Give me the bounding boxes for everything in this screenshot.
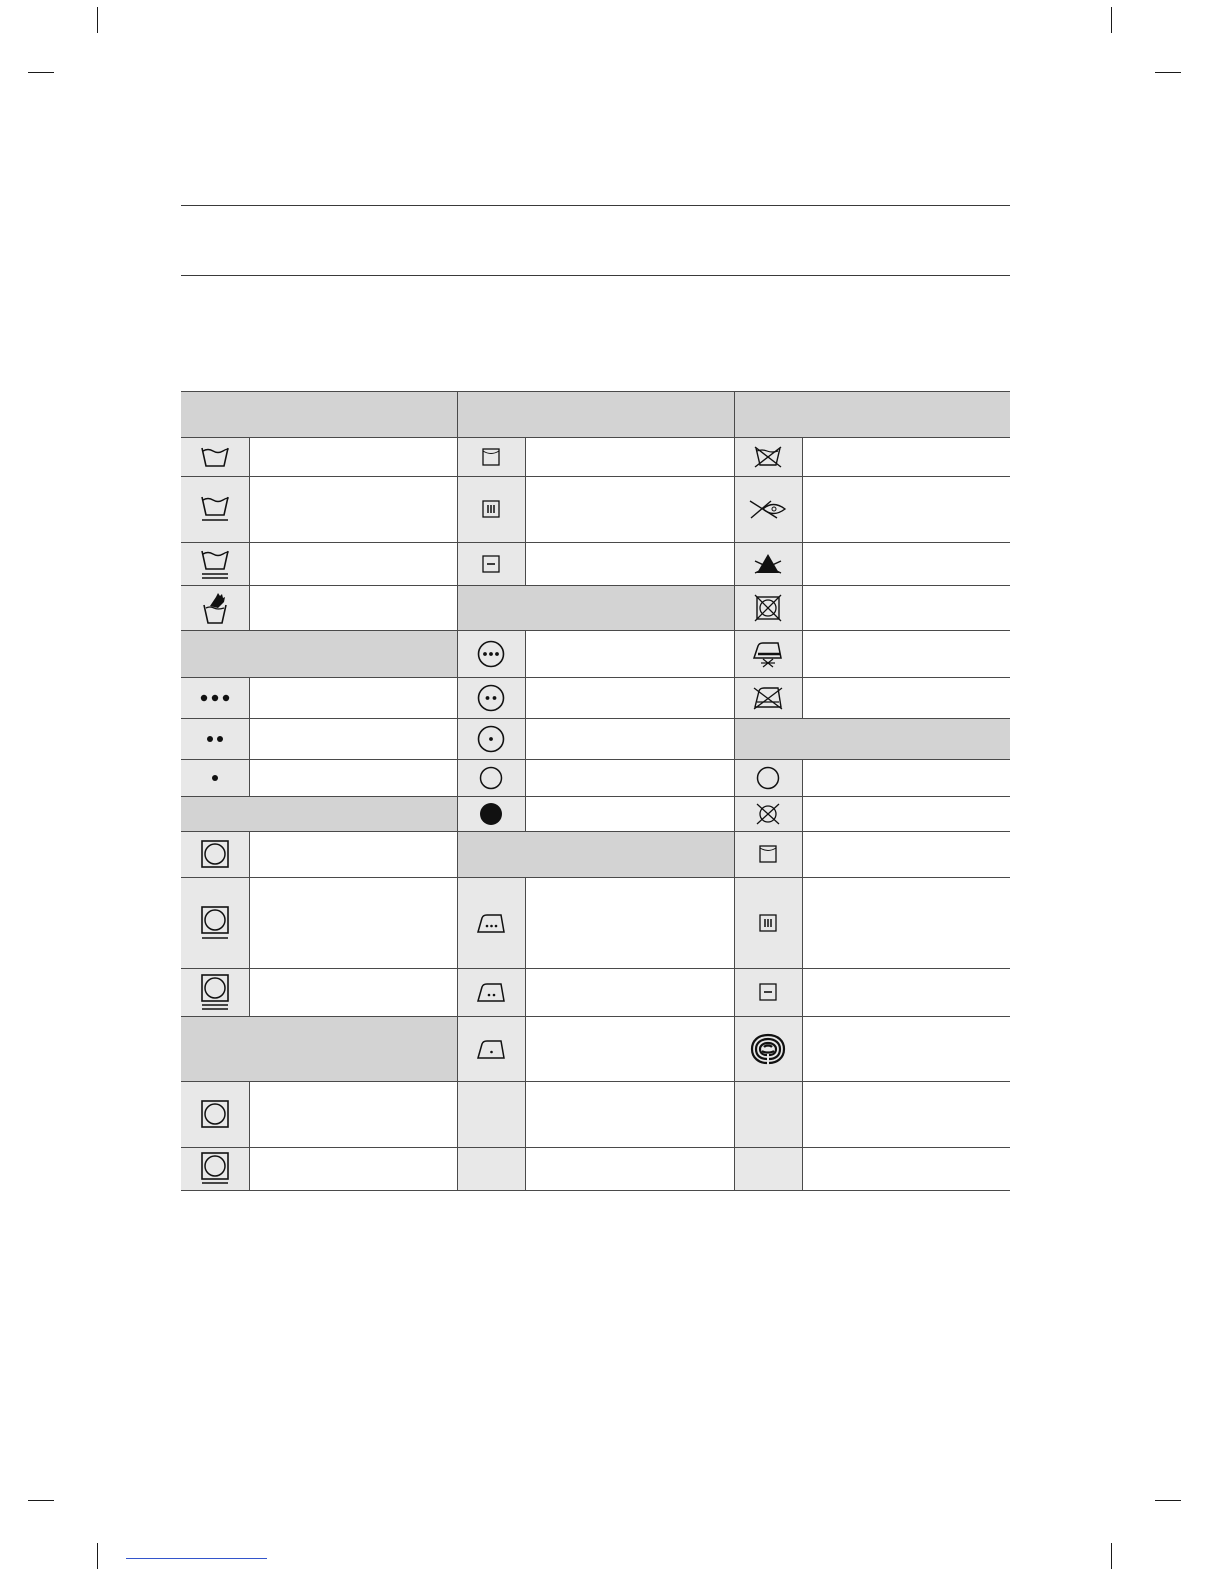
table-divider [181,585,1010,586]
table-divider [525,877,526,1191]
table-divider [525,437,526,585]
symbol-description [249,1147,457,1191]
table-divider [181,476,1010,477]
table-divider [802,437,803,718]
drip-dry-square-icon [734,877,802,968]
filled-circle-icon [457,796,525,831]
do-not-wash-icon [734,437,802,476]
tumble-dry-double-bar-icon [181,968,249,1016]
drip-dry-icon [457,476,525,542]
symbol-description [802,968,1010,1016]
empty-circle-icon [457,759,525,796]
crop-mark [97,7,98,33]
table-divider [249,437,250,630]
symbol-description [802,796,1010,831]
tumble-dry-single-bar-icon [181,877,249,968]
do-not-iron-icon [734,677,802,718]
symbol-description [249,877,457,968]
symbol-description [802,542,1010,585]
table-divider [525,630,526,831]
do-not-tumble-dry-icon [734,585,802,630]
circle-three-dots-icon [457,630,525,677]
symbol-description [802,831,1010,877]
wash-basin-double-bar-icon [181,542,249,585]
symbol-description [802,877,1010,968]
dry-clean-circle-icon [734,759,802,796]
table-divider [249,677,250,796]
one-dot-icon [181,759,249,796]
column-header [457,391,734,437]
section-header-dry-cleaning [457,831,734,877]
title-rule-bottom [181,275,1010,276]
page-title [181,220,1010,260]
symbol-description [249,542,457,585]
table-divider [734,391,735,1191]
symbol-description [525,677,734,718]
table-divider [181,796,1010,797]
symbol-description [802,437,1010,476]
blank-icon-cell [457,1147,525,1191]
iron-one-dot-icon [457,1016,525,1081]
symbol-description [802,759,1010,796]
three-dots-icon [181,677,249,718]
symbol-description [249,437,457,476]
symbol-description [525,759,734,796]
symbol-description [249,1081,457,1147]
flat-dry-square-icon [734,968,802,1016]
circle-two-dots-icon [457,677,525,718]
wash-basin-single-bar-icon [181,476,249,542]
table-divider [181,718,1010,719]
crop-mark [97,1543,98,1569]
symbol-description [249,968,457,1016]
table-divider [181,1081,1010,1082]
symbol-description [249,718,457,759]
symbol-description [249,759,457,796]
section-header-tumble-drying [181,796,457,831]
symbol-description [802,630,1010,677]
symbol-description [249,831,457,877]
symbol-description [249,476,457,542]
crop-mark [1111,7,1112,33]
tumble-dry-low-icon [181,1081,249,1147]
symbol-description [802,585,1010,630]
crop-mark [1155,72,1181,73]
table-divider [181,1016,1010,1017]
symbol-description [249,677,457,718]
crop-mark [28,72,54,73]
crop-mark [28,1500,54,1501]
iron-three-dots-icon [457,877,525,968]
table-divider [181,391,1010,392]
table-divider [181,437,1010,438]
symbol-description [249,585,457,630]
intro-text [181,300,1010,370]
table-divider [181,1147,1010,1148]
two-dots-icon [181,718,249,759]
symbol-description [802,677,1010,718]
tumble-dry-icon [181,831,249,877]
symbol-description [525,542,734,585]
line-dry-square-icon [734,831,802,877]
symbol-description [525,476,734,542]
table-divider [181,1190,1010,1191]
crop-mark [1111,1543,1112,1569]
section-header-ironing [457,585,734,630]
blank-icon-cell [734,1147,802,1191]
do-not-dry-clean-icon [734,476,802,542]
wash-basin-icon [181,437,249,476]
section-header-drying [181,630,457,677]
hand-wash-icon [181,585,249,630]
symbol-description [525,796,734,831]
symbol-description [802,1081,1010,1147]
symbol-description [525,968,734,1016]
table-divider [802,759,803,1191]
symbol-description [525,1016,734,1081]
table-divider [181,542,1010,543]
tumble-dry-low-bar-icon [181,1147,249,1191]
title-rule-top [181,205,1010,206]
wool-mark-icon [734,1016,802,1081]
table-divider [249,1081,250,1191]
section-header-drying-line [181,1016,457,1081]
symbol-description [525,718,734,759]
table-divider [457,391,458,1191]
symbol-description [802,476,1010,542]
table-divider [249,831,250,1016]
symbol-description [525,877,734,968]
column-header [734,391,1010,437]
symbol-description [802,1147,1010,1191]
section-header-dry-cleaning [734,718,1010,759]
table-divider [181,759,1010,760]
column-header [181,391,457,437]
do-not-bleach-icon [734,542,802,585]
blank-icon-cell [734,1081,802,1147]
table-divider [181,831,1010,832]
symbol-description [525,1147,734,1191]
symbol-description [802,1016,1010,1081]
crop-mark [1155,1500,1181,1501]
iron-two-dots-icon [457,968,525,1016]
blank-icon-cell [457,1081,525,1147]
symbol-description [525,630,734,677]
table-divider [181,968,1010,969]
circle-one-dot-icon [457,718,525,759]
care-symbols-table [181,391,1010,1191]
table-divider [181,677,1010,678]
footer-link[interactable] [126,1558,267,1559]
steam-iron-icon [734,630,802,677]
symbol-description [525,437,734,476]
line-dry-icon [457,437,525,476]
table-divider [181,877,1010,878]
flat-dry-icon [457,542,525,585]
do-not-dry-clean-circle-icon [734,796,802,831]
symbol-description [525,1081,734,1147]
table-divider [181,630,1010,631]
